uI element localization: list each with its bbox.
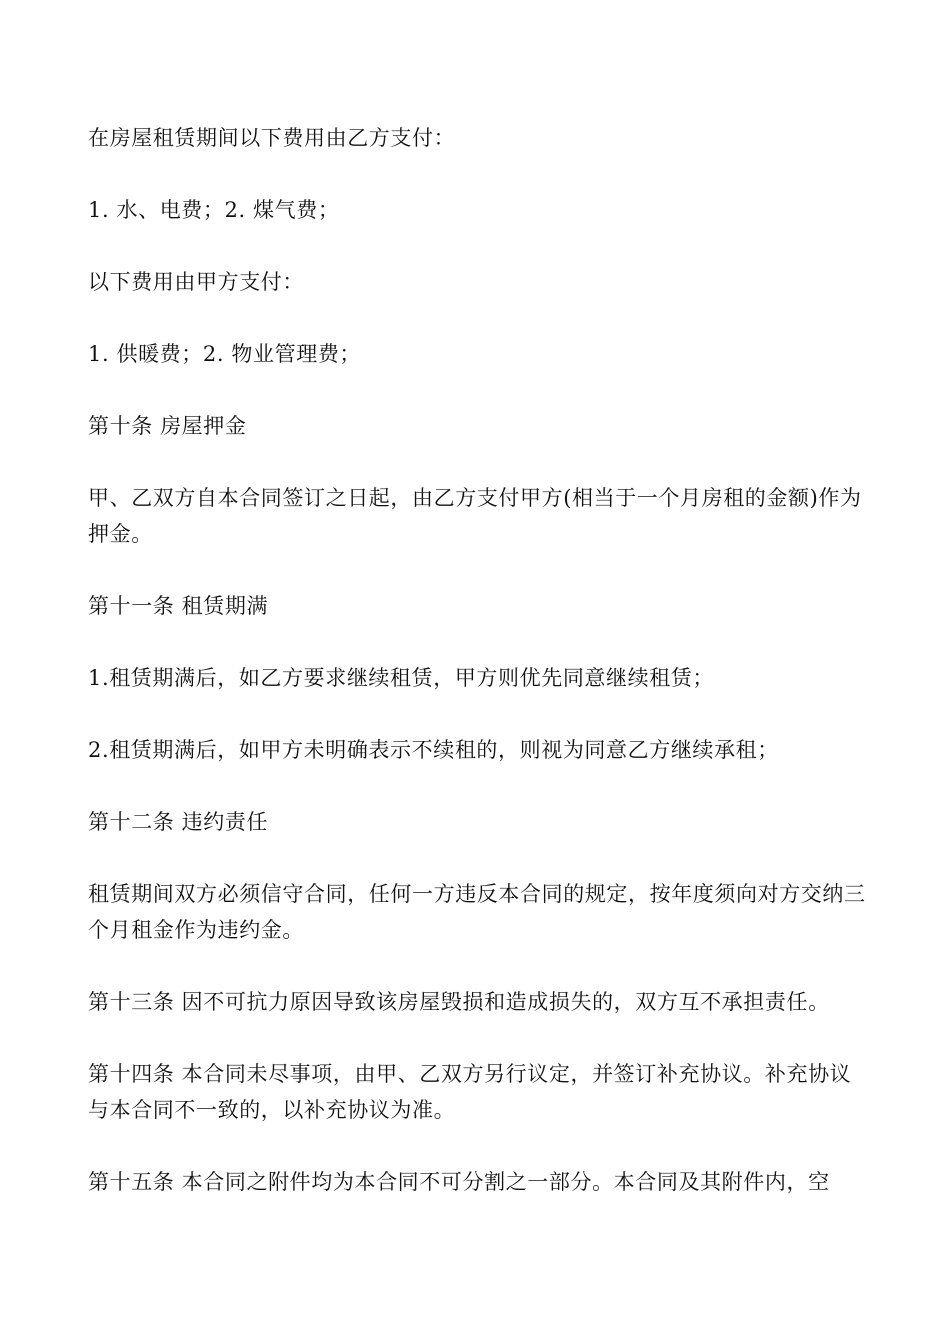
paragraph-renewal-1: 1.租赁期满后，如乙方要求继续租赁，甲方则优先同意继续租赁；	[88, 666, 715, 690]
paragraph-article-14: 第十四条 本合同未尽事项，由甲、乙双方另行议定，并签订补充协议。补充协议与本合同不一致的，以补充协议为准。	[88, 1062, 852, 1122]
paragraph-article-15: 第十五条 本合同之附件均为本合同不可分割之一部分。本合同及其附件内，空	[88, 1170, 830, 1194]
paragraph-landlord-expenses-intro: 以下费用由甲方支付：	[88, 270, 304, 294]
paragraph-tenant-expenses-list: 1. 水、电费；2. 煤气费；	[88, 198, 340, 222]
paragraph-renewal-2: 2.租赁期满后，如甲方未明确表示不续租的，则视为同意乙方继续承租；	[88, 738, 779, 762]
paragraph-landlord-expenses-list: 1. 供暖费；2. 物业管理费；	[88, 342, 362, 366]
paragraph-article-13: 第十三条 因不可抗力原因导致该房屋毁损和造成损失的，双方互不承担责任。	[88, 990, 830, 1014]
heading-article-11: 第十一条 租赁期满	[88, 594, 269, 618]
heading-article-10: 第十条 房屋押金	[88, 414, 247, 438]
heading-article-12: 第十二条 违约责任	[88, 810, 269, 834]
paragraph-deposit: 甲、乙双方自本合同签订之日起，由乙方支付甲方(相当于一个月房租的金额)作为押金。	[88, 486, 862, 546]
paragraph-breach-liability: 租赁期间双方必须信守合同，任何一方违反本合同的规定，按年度须向对方交纳三个月租金作为违约金。	[88, 882, 866, 942]
paragraph-tenant-expenses-intro: 在房屋租赁期间以下费用由乙方支付：	[88, 126, 456, 150]
